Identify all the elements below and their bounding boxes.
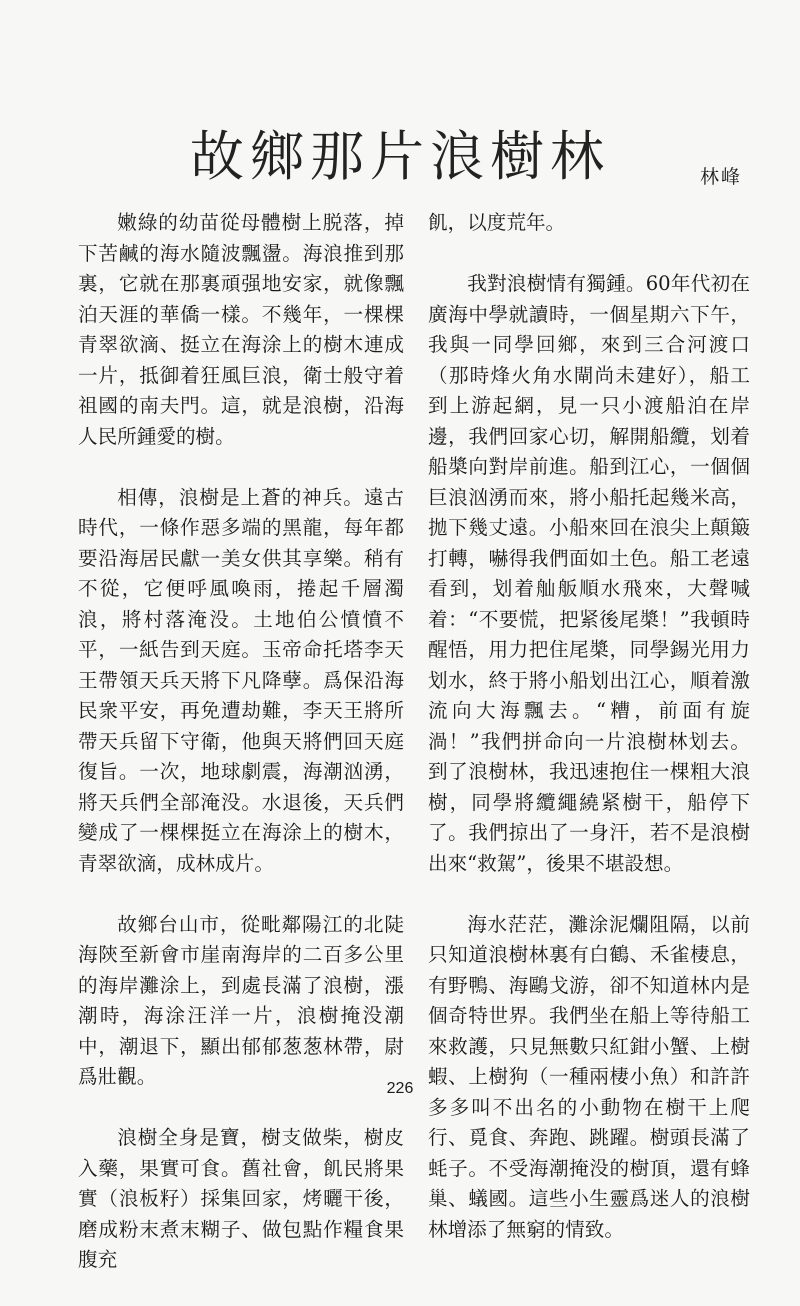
author-name: 林峰 bbox=[699, 166, 742, 188]
paragraph: 嫩綠的幼苗從母體樹上脱落，掉下苦鹹的海水隨波飄盪。海浪推到那裏，它就在那裏頑强地安家，就像飄泊天涯的華僑一樣。不幾年，一棵棵青翠欲滴、挺立在海涂上的樹木連成一片，抵御着狂風巨浪，衛士般守着祖國的南夫門。這，就是浪樹，沿海人民所鍾愛的樹。 bbox=[78, 211, 404, 448]
paragraph: 相傳，浪樹是上蒼的神兵。遠古時代，一條作惡多端的黑龍，每年都要沿海居民獻一美女供其享樂。稍有不從，它便呼風喚雨，捲起千層濁浪，將村落淹没。土地伯公憤憤不平，一紙告到天庭。玉帝命托塔李天王帶領天兵天將下凡降孽。爲保沿海民衆平安，再免遭劫難，李天王將所帶天兵留下守衛，他與天將們回天庭復旨。一次，地球劇震，海潮汹湧，將天兵們全部淹没。水退後，天兵們變成了一棵棵挺立在海涂上的樹木，青翠欲滴，成林成片。 bbox=[78, 485, 404, 875]
paragraph: 故鄉台山市，從毗鄰陽江的北陡海陝至新會市崖南海岸的二百多公里的海岸灘涂上，到處長滿了浪樹，漲潮時，海涂汪洋一片，浪樹掩没潮中，潮退下，顯出郁郁葱葱林帶，尉爲壯觀。 bbox=[78, 912, 404, 1088]
paragraph: 我對浪樹情有獨鍾。60年代初在廣海中學就讀時，一個星期六下午，我與一同學回鄉，來到三合河渡口（那時烽火角水閘尚未建好），船工到上游起網，見一只小渡船泊在岸邊，我們回家心切，解開船纜，划着船槳向對岸前進。船到江心，一個個巨浪汹湧而來，將小船托起幾米高，拋下幾丈遠。小船來回在浪尖上顛簸打轉，嚇得我們面如土色。船工老遠看到，划着舢舨順水飛來，大聲喊着：“不要慌，把紧後尾槳！”我頓時醒悟，用力把住尾槳，同學錫光用力划水，終于將小船划出江心，順着激流向大海飄去。“糟，前面有旋渦！”我們拼命向一片浪樹林划去。到了浪樹林，我迅速抱住一棵粗大浪樹，同學將纜繩繞紧樹干，船停下了。我們掠出了一身汗，若不是浪樹出來“救駕”，後果不堪設想。 bbox=[428, 272, 750, 875]
paragraph: 海水茫茫，灘涂泥爛阻隔，以前只知道浪樹林裏有白鶴、禾雀棲息，有野鴨、海鷗戈游，卻不知道林内是個奇特世界。我們坐在船上等待船工來救護，只見無數只紅鉗小蟹、上樹蝦、上樹狗（一種兩棲小魚）和許許多多叫不出名的小動物在樹干上爬行、覓食、奔跑、跳躍。樹頭長滿了蚝子。不受海潮掩没的樹頂，還有蜂巢、蟻國。這些小生靈爲迷人的浪樹林增添了無窮的情致。 bbox=[428, 912, 750, 1241]
left-column bbox=[78, 208, 404, 1306]
paragraph-continuation: 飢，以度荒年。 bbox=[428, 211, 566, 234]
article-title: 故鄉那片浪樹林 bbox=[190, 125, 610, 189]
page-number: 226 bbox=[386, 1080, 414, 1097]
right-column bbox=[428, 208, 750, 1276]
paragraph: 浪樹全身是寶，樹支做柴，樹皮入藥，果實可食。舊社會，飢民將果實（浪板籽）採集回家，烤曬干後，磨成粉末煮末糊子、做包點作糧食果腹充 bbox=[78, 1126, 404, 1271]
